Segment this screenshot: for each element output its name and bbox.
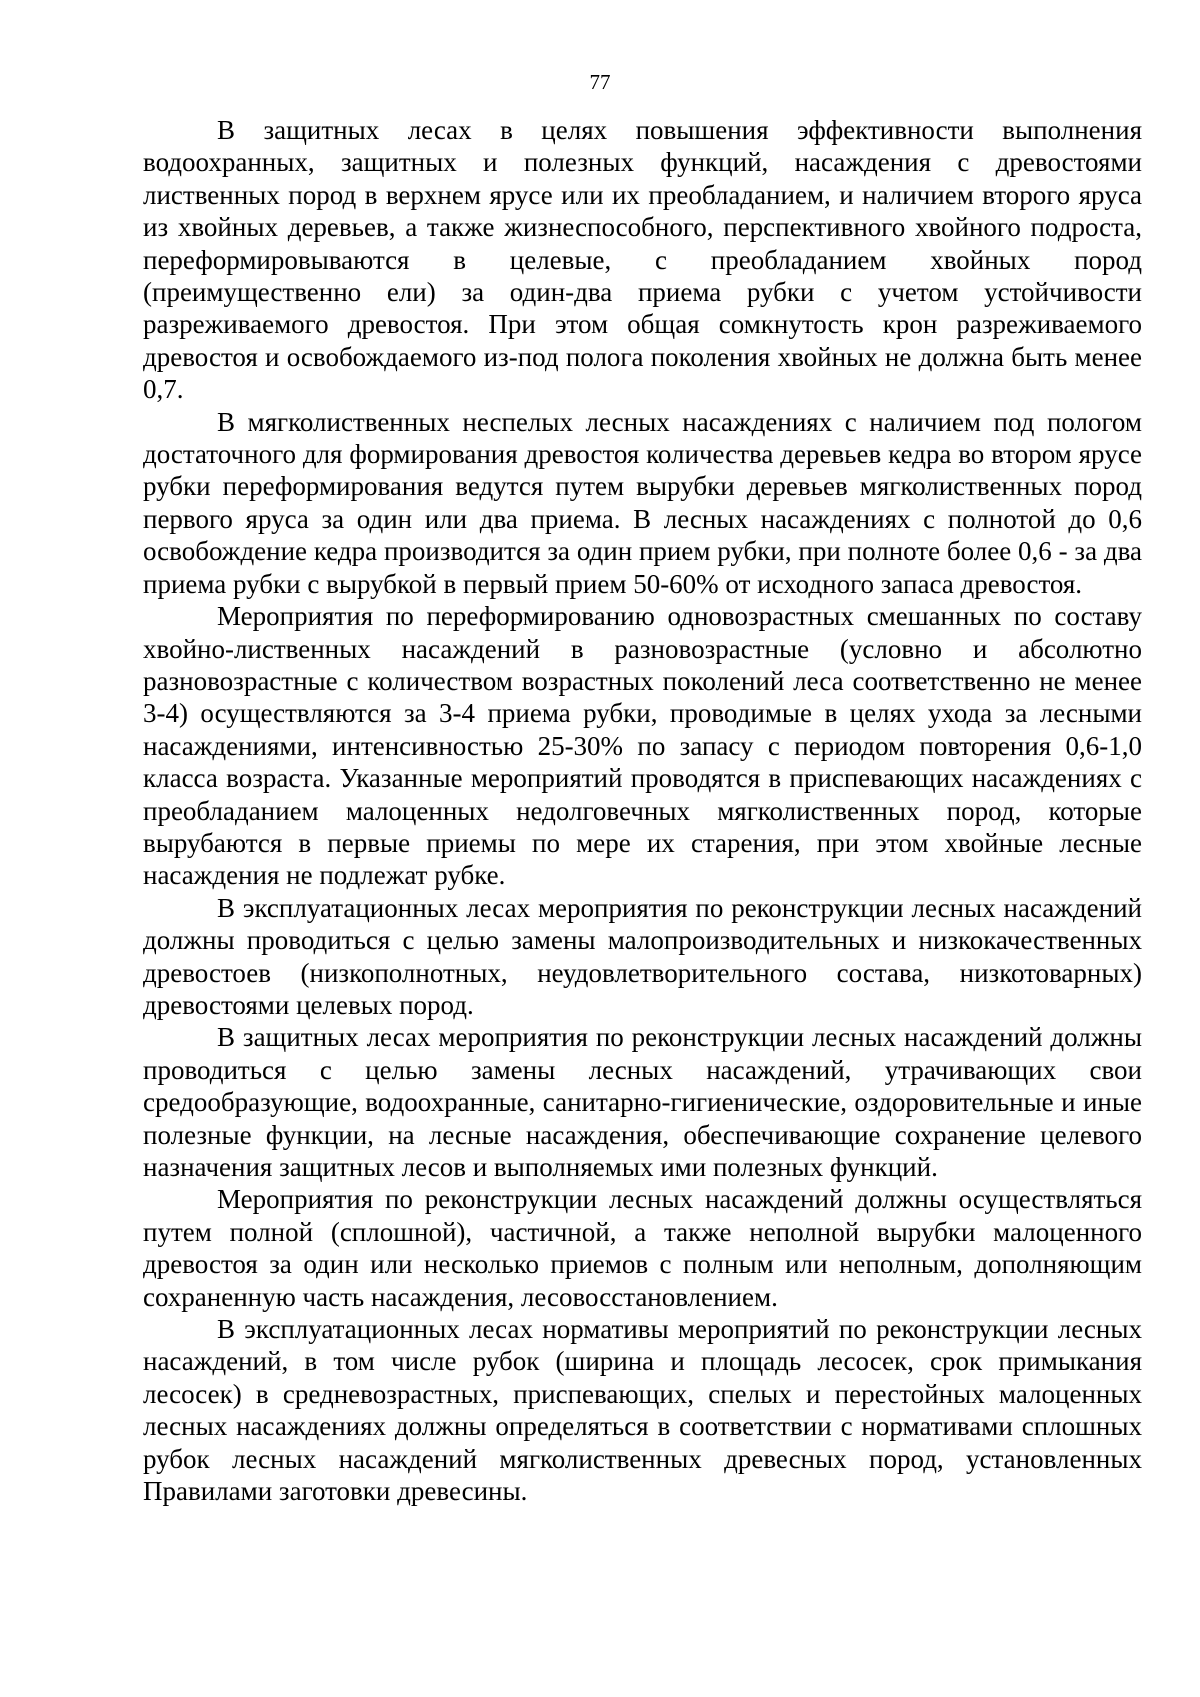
paragraph: В мягколиственных неспелых лесных насаждениях с наличием под пологом достаточного для формирования древостоя количества деревьев кедра во втором ярусе рубки переформирования ведутся путем вырубки деревьев мягколиственных пород первого яруса за один или два приема. В лесных насаждениях с полнотой до 0,6 освобождение кедра производится за один прием рубки, при полноте более 0,6 - за два приема рубки с вырубкой в первый прием 50-60% от исходного запаса древостоя.: [143, 406, 1142, 599]
paragraph: В защитных лесах мероприятия по реконструкции лесных насаждений должны проводиться с целью замены лесных насаждений, утрачивающих свои средообразующие, водоохранные, санитарно-гигиенические, оздоровительные и иные полезные функции, на лесные насаждения, обеспечивающие сохранение целевого назначения защитных лесов и выполняемых ими полезных функций.: [143, 1022, 1142, 1182]
paragraph: Мероприятия по переформированию одновозрастных смешанных по составу хвойно-лиственных насаждений в разновозрастные (условно и абсолютно разновозрастные с количеством возрастных поколений леса соответственно не менее 3-4) осуществляются за 3-4 приема рубки, проводимые в целях ухода за лесными насаждениями, интенсивностью 25-30% по запасу с периодом повторения 0,6-1,0 класса возраста. Указанные мероприятий проводятся в приспевающих насаждениях с преобладанием малоценных недолговечных мягколиственных пород, которые вырубаются в первые приемы по мере их старения, при этом хвойные лесные насаждения не подлежат рубке.: [143, 601, 1142, 891]
paragraph: В защитных лесах в целях повышения эффективности выполнения водоохранных, защитных и полезных функций, насаждения с древостоями лиственных пород в верхнем ярусе или их преобладанием, и наличием второго яруса из хвойных деревьев, а также жизнеспособного, перспективного хвойного подроста, переформировываются в целевые, с преобладанием хвойных пород (преимущественно ели) за один-два приема рубки с учетом устойчивости разреживаемого древостоя. При этом общая сомкнутость крон разреживаемого древостоя и освобождаемого из-под полога поколения хвойных не должна быть менее 0,7.: [143, 115, 1142, 405]
document-body: [143, 114, 1142, 1507]
paragraph: Мероприятия по реконструкции лесных насаждений должны осуществляться путем полной (сплошной), частичной, а также неполной вырубки малоценного древостоя за один или несколько приемов с полным или неполным, дополняющим сохраненную часть насаждения, лесовосстановлением.: [143, 1184, 1142, 1312]
page-number: 77: [589, 70, 611, 94]
paragraph: В эксплуатационных лесах мероприятия по реконструкции лесных насаждений должны проводиться с целью замены малопроизводительных и низкокачественных древостоев (низкополнотных, неудовлетворительного состава, низкотоварных) древостоями целевых пород.: [143, 892, 1142, 1020]
paragraph: В эксплуатационных лесах нормативы мероприятий по реконструкции лесных насаждений, в том числе рубок (ширина и площадь лесосек, срок примыкания лесосек) в средневозрастных, приспевающих, спелых и перестойных малоценных лесных насаждениях должны определяться в соответствии с нормативами сплошных рубок лесных насаждений мягколиственных древесных пород, установленных Правилами заготовки древесины.: [143, 1314, 1142, 1507]
